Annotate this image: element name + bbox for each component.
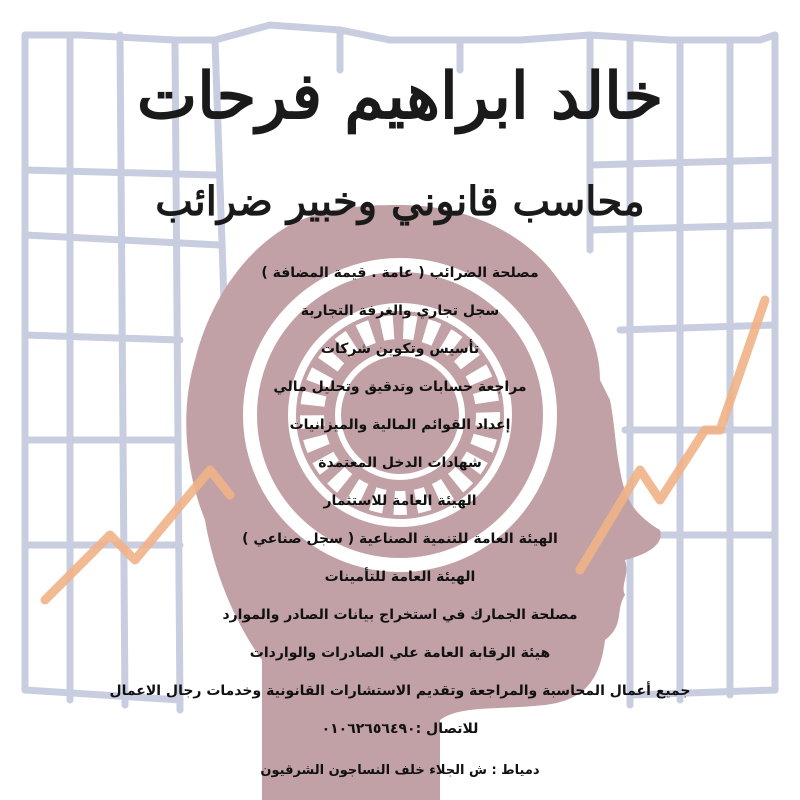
service-item: شهادات الدخل المعتمدة [318,455,482,471]
service-item: تأسيس وتكوين شركات [320,341,480,357]
service-item: مصلحة الجمارك في استخراج بيانات الصادر والموارد [222,607,578,623]
service-item: الهيئة العامة للتأمينات [324,569,476,585]
contact-phone: للاتصال :٠١٠٦٢٦٥٦٤٩٠ [321,721,479,737]
person-name: خالد ابراهيم فرحات [136,59,664,134]
service-item: مصلحة الضرائب ( عامة . قيمة المضافة ) [261,265,539,281]
service-item: الهيئة العامة للاستثمار [323,493,477,509]
services-list [0,254,800,710]
contact-address: دمياط : ش الجلاء خلف النساجون الشرقيون [260,763,540,778]
profession-title: محاسب قانوني وخبير ضرائب [155,178,645,225]
service-item: سجل تجاري والغرفة التجارية [300,303,500,319]
service-item: هيئة الرقابة العامة علي الصادرات والواردات [249,645,551,661]
service-item: مراجعة حسابات وتدقيق وتحليل مالي [273,379,527,395]
service-item: إعداد القوائم المالية والميزانيات [289,417,511,433]
service-item: الهيئة العامة للتنمية الصناعية ( سجل صناعي ) [242,531,558,547]
service-item: جميع أعمال المحاسبة والمراجعة وتقديم الاستشارات القانونية وخدمات رجال الاعمال [109,683,691,699]
